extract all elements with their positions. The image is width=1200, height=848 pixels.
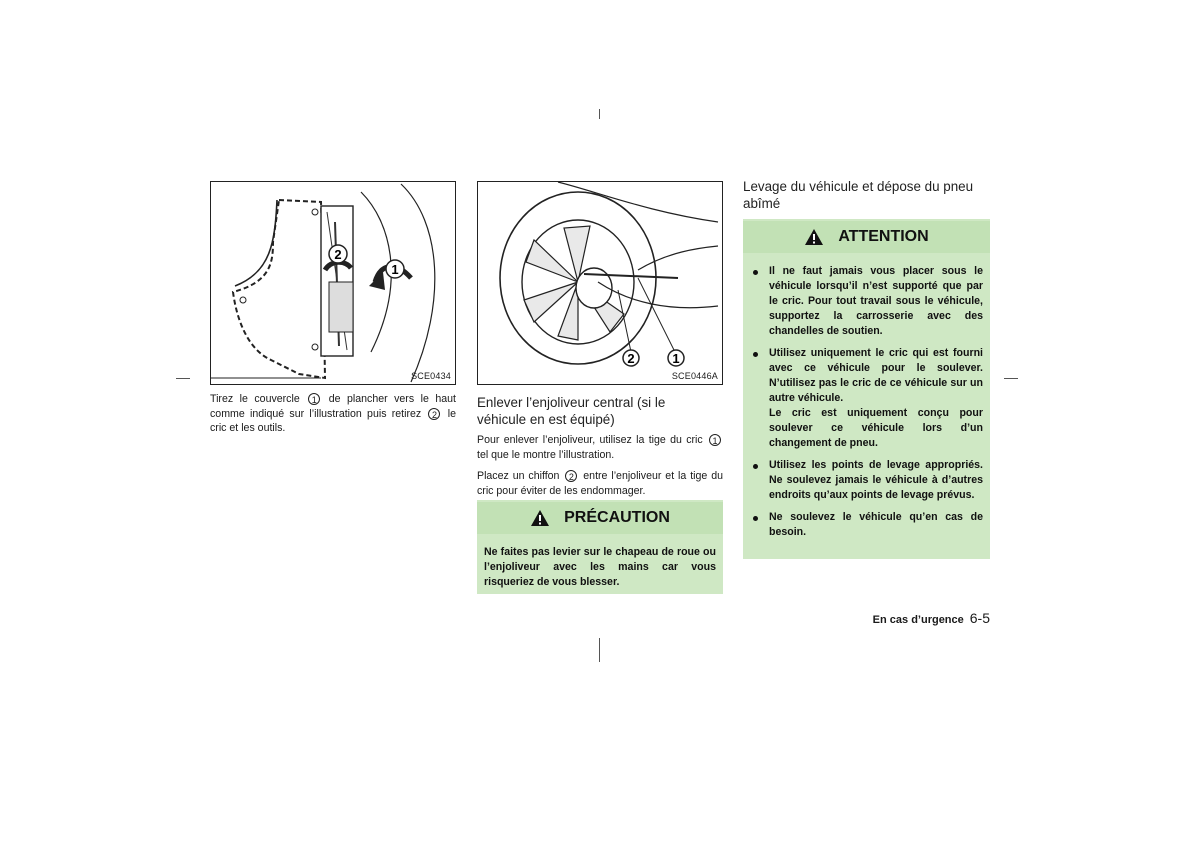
caution-text: Ne faites pas levier sur le chapeau de roue ou l’enjoliveur avec les mains car vous risqueriez de vous blesser. [484,546,716,588]
attention-item: Il ne faut jamais vous placer sous le véhicule lorsqu’il n’est supporté que par le cric. Pour tout travail sous le véhicule, supportez la carrosserie avec des chandelles de soutien. [745,264,983,339]
caption-text-b: de plancher vers le haut comme indiqué sur l’illustration puis retirez [210,393,456,420]
bottom-center-mark [599,638,600,662]
attention-item: Utilisez uniquement le cric qui est fourni avec ce véhicule pour le soulever. N’utilisez pas le cric de ce véhicule sur un autre véhicule. Le cric est uniquement conçu pour soulever ce véhicule lors d’un changement de pneu. [745,346,983,451]
figure-wheel-cover [477,181,723,385]
caution-title: PRÉCAUTION [564,509,670,526]
warning-triangle-icon [530,509,550,527]
callout-ref-1: 1 [308,393,320,405]
attention-header [743,221,990,253]
p2-text-a: Placez un chiffon [477,470,560,483]
wheel-cover-body [477,433,723,505]
figure-code: SCE0446A [671,371,718,381]
warning-triangle-icon [804,228,824,246]
page-number: 6-5 [969,610,990,626]
figure-code: SCE0434 [411,371,451,381]
p1-text-a: Pour enlever l’enjoliveur, utilisez la tige du cric [477,434,703,446]
left-mid-mark [176,378,190,379]
callout-1-label: 1 [672,351,680,366]
p1-text-b: tel que le montre l’illustration. [477,448,615,461]
p2-text-b: entre l’enjoliveur et la tige du cric pour éviter de les endommager. [477,470,723,497]
attention-item: Utilisez les points de levage appropriés. Ne soulevez jamais le véhicule à d’autres endroits qu’aux points de levage prévus. [745,458,983,503]
attention-title: ATTENTION [838,228,929,245]
attention-list [745,264,983,547]
figure-jack-storage [210,181,456,385]
callout-2-label: 2 [334,247,342,262]
section-heading-wheel-cover: Enlever l’enjoliveur central (si le véhicule en est équipé) [477,395,666,427]
wheel-cover-illustration [478,182,723,385]
right-mid-mark [1004,378,1018,379]
callout-1-label: 1 [391,262,399,277]
callout-2-label: 2 [627,351,635,366]
caption-text-a: Tirez le couvercle [210,393,300,405]
top-center-mark [599,109,600,119]
page-footer [873,610,990,626]
footer-section: En cas d’urgence [872,614,964,626]
callout-ref-2: 2 [565,470,577,482]
callout-ref-1: 1 [709,434,721,446]
section-heading-lifting: Levage du véhicule et dépose du pneu abîmé [743,179,974,211]
caution-header [477,502,723,534]
caption-text-c: le cric et les outils. [210,407,456,435]
attention-item: Ne soulevez le véhicule qu’en cas de besoin. [745,510,983,540]
callout-ref-2: 2 [428,408,440,420]
figure-1-caption [210,392,456,443]
jack-storage-illustration [211,182,456,385]
